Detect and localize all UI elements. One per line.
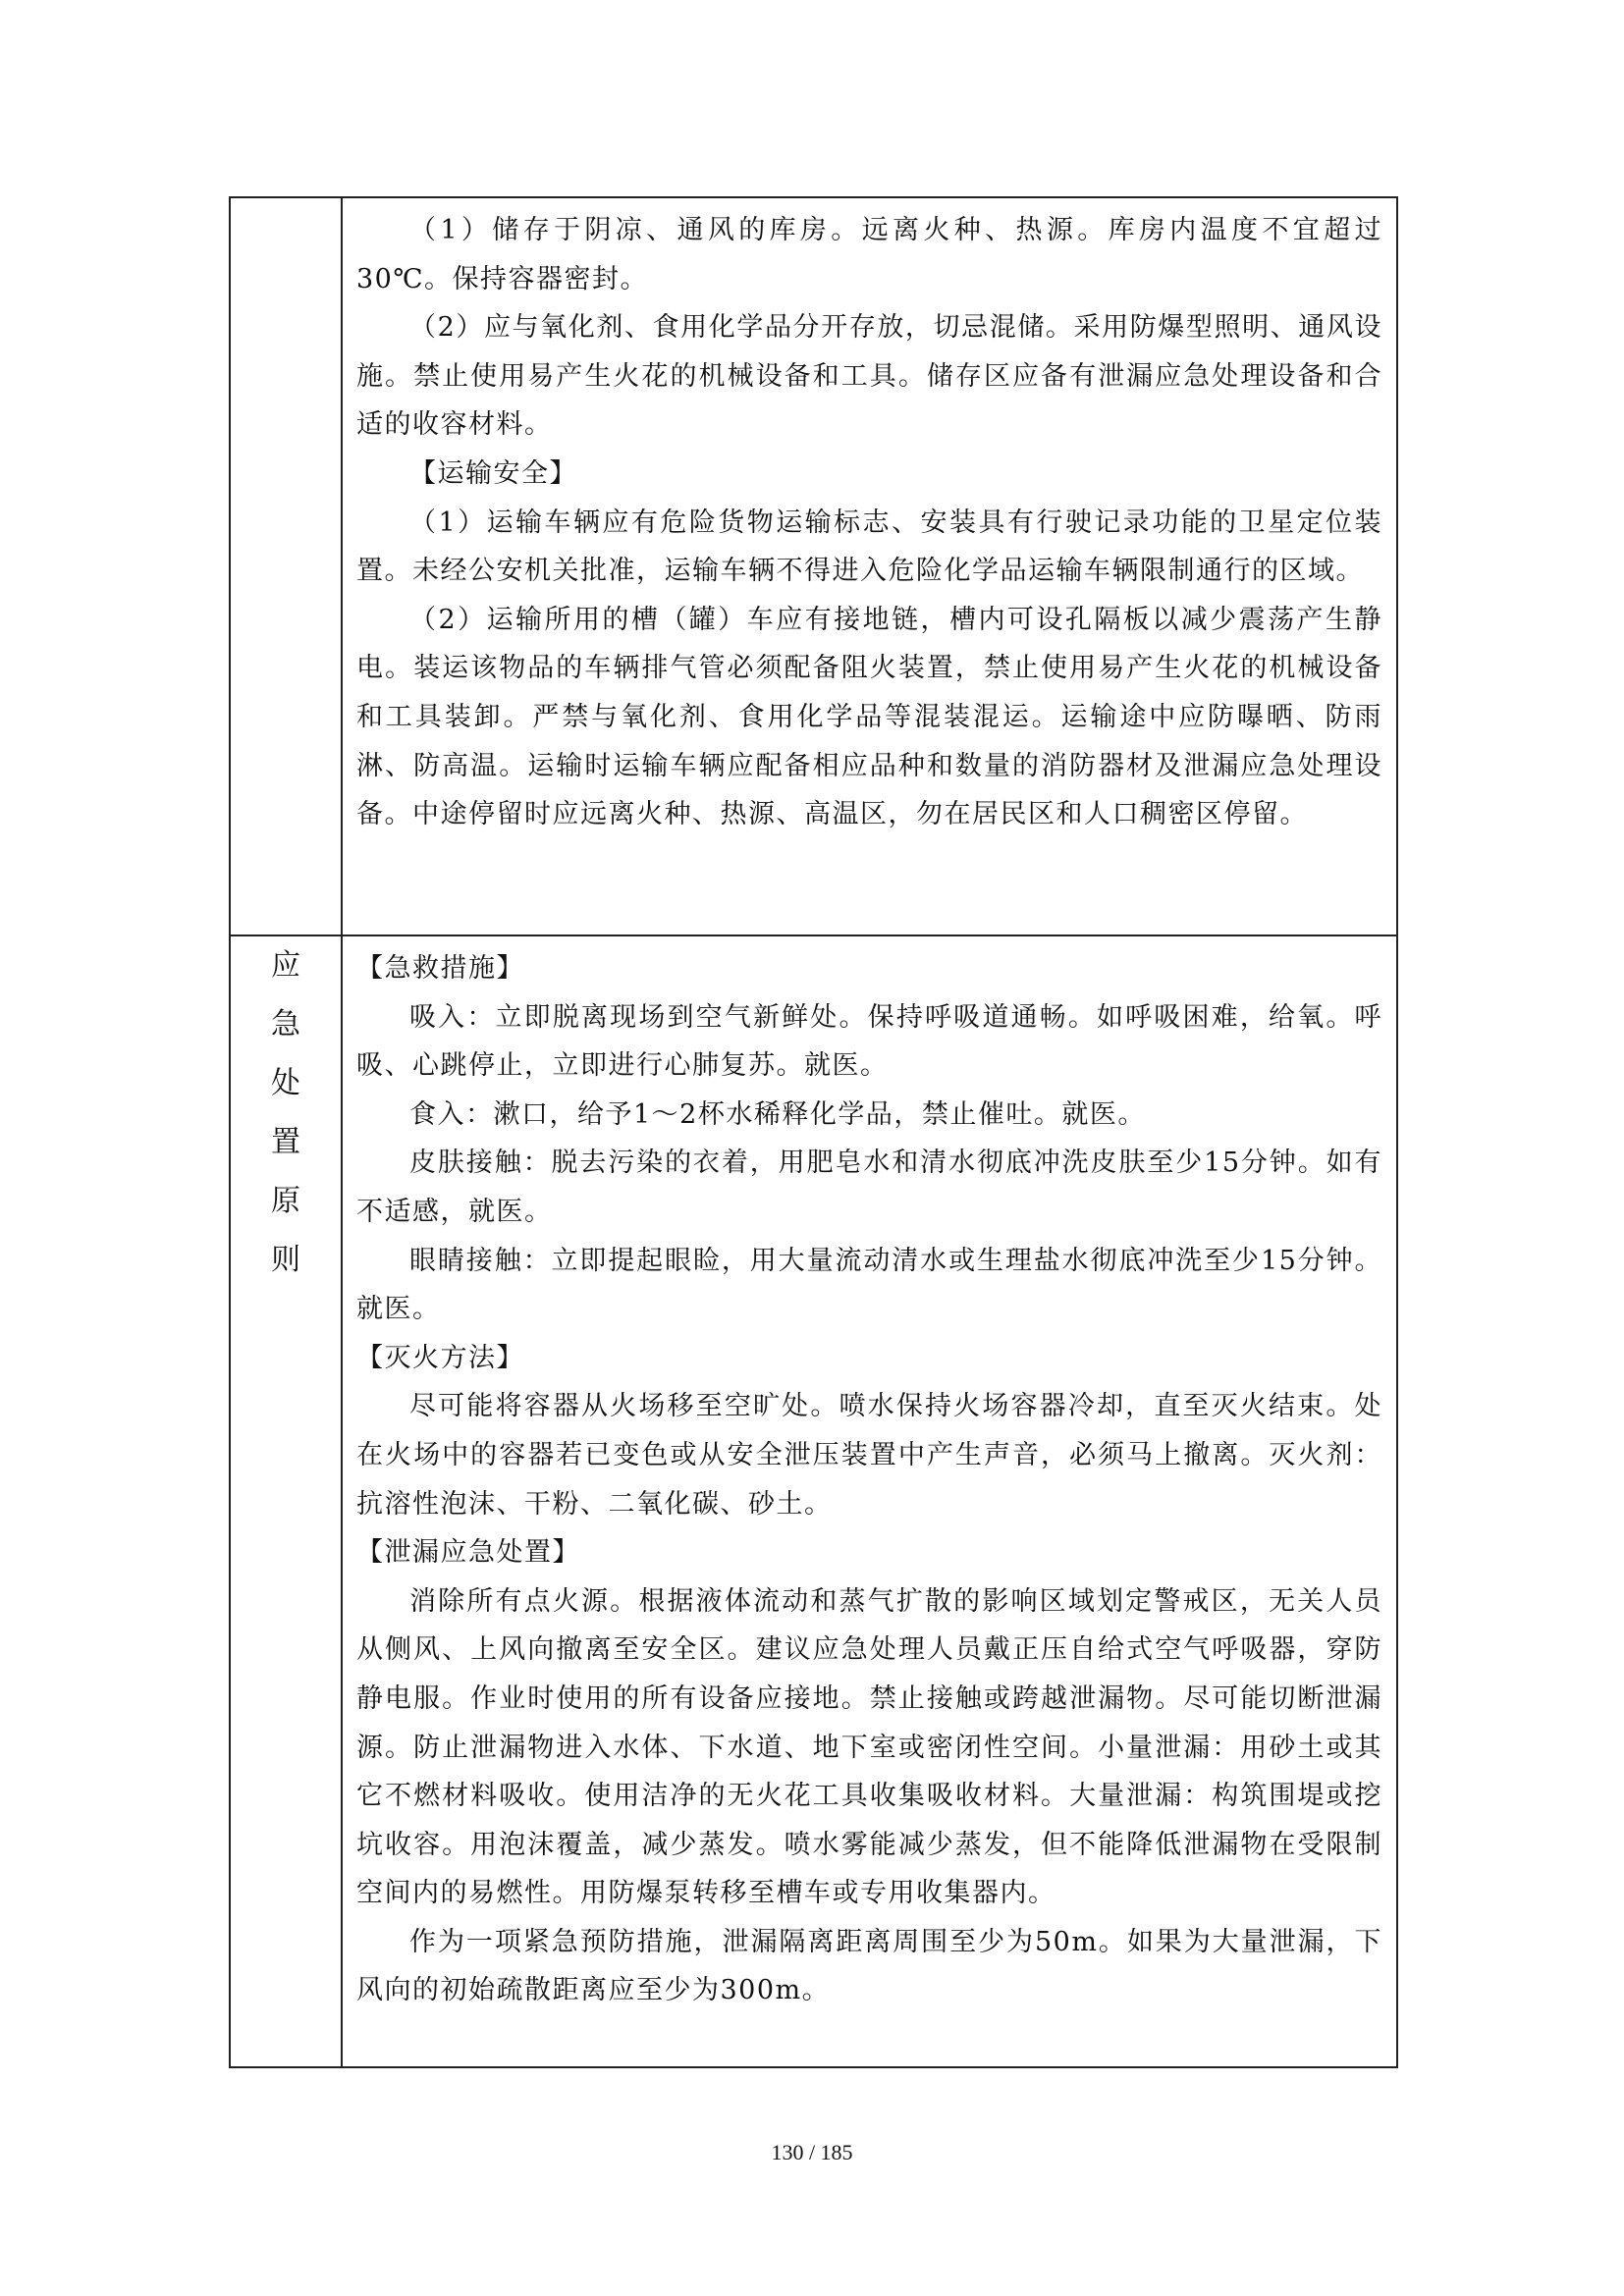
storage-item-1: （1）储存于阴凉、通风的库房。远离火种、热源。库房内温度不宜超过30℃。保持容器密封。 (356, 215, 1382, 294)
storage-item-2: （2）应与氧化剂、食用化学品分开存放，切忌混储。采用防爆型照明、通风设施。禁止使用易产生火花的机械设备和工具。储存区应备有泄漏应急处理设备和合适的收容材料。 (356, 312, 1382, 441)
isolation-distance-text: 作为一项紧急预防措施，泄漏隔离距离周围至少为50m。如果为大量泄漏，下风向的初始疏散距离应至少为300m。 (356, 1926, 1382, 2006)
fire-fighting-heading: 【灭火方法】 (356, 1342, 524, 1373)
spill-response-text: 消除所有点火源。根据液体流动和蒸气扩散的影响区域划定警戒区，无关人员从侧风、上风向撤离至安全区。建议应急处理人员戴正压自给式空气呼吸器，穿防静电服。作业时使用的所有设备应接地。禁止接触或跨越泄漏物。尽可能切断泄漏源。防止泄漏物进入水体、下水道、地下室或密闭性空间。小量泄漏：用砂土或其它不燃材料吸收。使用洁净的无火花工具收集吸收材料。大量泄漏：构筑围堤或挖坑收容。用泡沫覆盖，减少蒸发。喷水雾能减少蒸发，但不能降低泄漏物在受限制空间内的易燃性。用防爆泵转移至槽车或专用收集器内。 (356, 1585, 1382, 1909)
content-cell-storage-transport (342, 197, 1397, 935)
first-aid-heading: 【急救措施】 (356, 953, 524, 984)
content-cell-emergency (342, 935, 1397, 2067)
table-row-storage-transport (230, 197, 1397, 935)
table-row-emergency (230, 935, 1397, 2067)
fire-fighting-text: 尽可能将容器从火场移至空旷处。喷水保持火场容器冷却，直至灭火结束。处在火场中的容器若已变色或从安全泄压装置中产生声音，必须马上撤离。灭火剂：抗溶性泡沫、干粉、二氧化碳、砂土。 (356, 1391, 1382, 1520)
emergency-principles-label: 应急处置原则 (271, 948, 300, 1277)
row-label-cell-empty (230, 197, 342, 935)
document-table (229, 196, 1398, 2068)
transport-item-2: （2）运输所用的槽（罐）车应有接地链，槽内可设孔隔板以减少震荡产生静电。装运该物品的车辆排气管必须配备阻火装置，禁止使用易产生火花的机械设备和工具装卸。严禁与氧化剂、食用化学品等混装混运。运输途中应防曝晒、防雨淋、防高温。运输时运输车辆应配备相应品种和数量的消防器材及泄漏应急处理设备。中途停留时应远离火种、热源、高温区，勿在居民区和人口稠密区停留。 (356, 604, 1382, 830)
first-aid-eyes: 眼睛接触：立即提起眼睑，用大量流动清水或生理盐水彻底冲洗至少15分钟。就医。 (356, 1245, 1382, 1325)
transport-heading: 【运输安全】 (409, 457, 577, 489)
page-number: 130 / 185 (771, 2140, 853, 2164)
spill-response-heading: 【泄漏应急处置】 (356, 1537, 580, 1569)
first-aid-ingestion: 食入：漱口，给予1～2杯水稀释化学品，禁止催吐。就医。 (409, 1098, 1146, 1130)
row-label-cell (230, 935, 342, 2067)
first-aid-skin: 皮肤接触：脱去污染的衣着，用肥皂水和清水彻底冲洗皮肤至少15分钟。如有不适感，就医。 (356, 1148, 1382, 1227)
first-aid-inhalation: 吸入：立即脱离现场到空气新鲜处。保持呼吸道通畅。如呼吸困难，给氧。呼吸、心跳停止，立即进行心肺复苏。就医。 (356, 1001, 1382, 1082)
transport-item-1: （1）运输车辆应有危险货物运输标志、安装具有行驶记录功能的卫星定位装置。未经公安机关批准，运输车辆不得进入危险化学品运输车辆限制通行的区域。 (356, 507, 1382, 587)
